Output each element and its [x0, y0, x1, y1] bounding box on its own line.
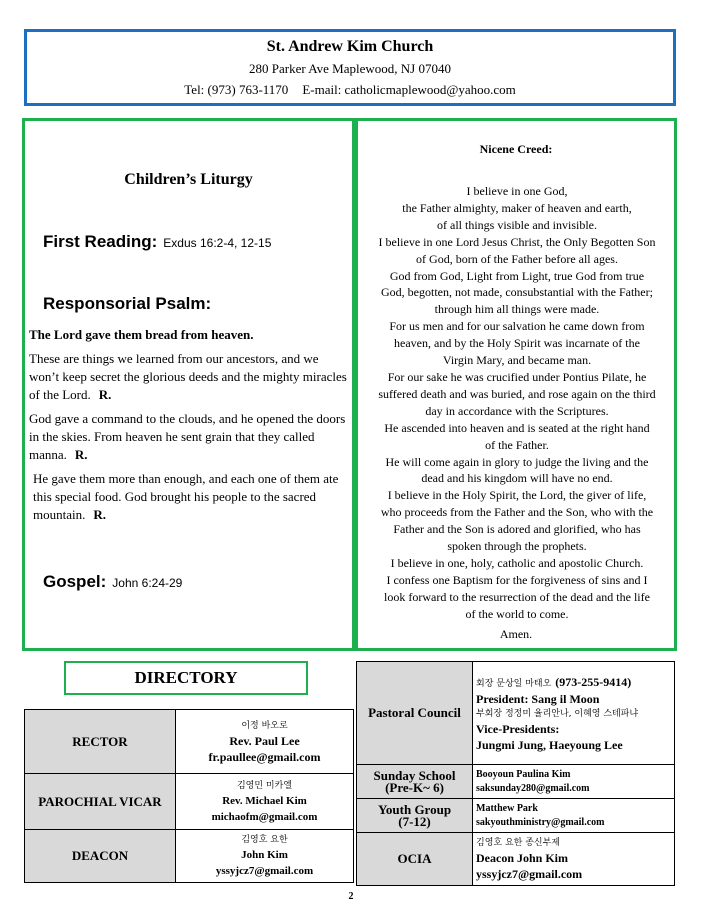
psalm-verse [29, 350, 349, 404]
table-row [357, 833, 675, 886]
childrens-liturgy-panel [22, 118, 355, 651]
youth-group-info [473, 799, 675, 833]
vicar-email[interactable]: michaofm@gmail.com [211, 810, 318, 823]
first-reading-label: First Reading: [43, 232, 158, 251]
creed-line: God, begotten, not made, consubstantial with the Father; [381, 285, 653, 300]
childrens-liturgy-title: Children’s Liturgy [124, 171, 253, 188]
creed-line: spoken through the prophets. [447, 539, 587, 554]
creed-line: God from God, Light from Light, true God from true [389, 268, 645, 283]
youth-group-title: Youth Group [377, 801, 452, 817]
deacon-info [176, 830, 354, 883]
creed-line: I believe in one God, [466, 184, 568, 198]
table-row [357, 799, 675, 833]
directory-clergy-table [24, 709, 354, 883]
creed-title: Nicene Creed: [479, 142, 553, 156]
psalm-heading: Responsorial Psalm: [43, 294, 212, 313]
psalm-r: R. [93, 507, 106, 522]
creed-text [362, 183, 672, 623]
youth-group-sublabel: (7-12) [398, 813, 431, 829]
sunday-school-name: Booyoun Paulina Kim [476, 768, 571, 780]
church-address: 280 Parker Ave Maplewood, NJ 07040 [249, 61, 451, 76]
table-row [357, 765, 675, 799]
creed-line: who proceeds from the Father and the Son, who with the [380, 505, 654, 520]
table-row [357, 662, 675, 765]
creed-line: For our sake he was crucified under Pontius Pilate, he [387, 369, 647, 384]
pastoral-council-info [473, 662, 675, 765]
sunday-school-email[interactable]: saksunday280@gmail.com [476, 782, 590, 794]
psalm-r: R. [74, 447, 88, 462]
first-reading-ref: Exdus 16:2-4, 12-15 [163, 236, 272, 250]
creed-line: look forward to the resurrection of the dead and the life [384, 589, 650, 604]
sunday-school-info [473, 765, 675, 799]
psalm-verse [29, 410, 349, 464]
psalm-r: R. [98, 387, 112, 402]
creed-line: the Father almighty, maker of heaven and earth, [402, 200, 632, 215]
deacon-label: DEACON [25, 830, 176, 883]
ocia-name: Deacon John Kim [476, 851, 569, 865]
ocia-label: OCIA [357, 833, 473, 886]
nicene-creed-panel [355, 118, 677, 651]
rector-info [176, 710, 354, 774]
creed-line: through him all things were made. [434, 302, 600, 317]
psalm-block [29, 326, 349, 524]
ocia-email[interactable]: yssyjcz7@gmail.com [476, 867, 583, 881]
vicar-label: PAROCHIAL VICAR [25, 774, 176, 830]
creed-line: of the world to come. [465, 606, 569, 621]
pastoral-president-line [476, 673, 674, 691]
pastoral-president: President: Sang il Moon [476, 692, 600, 706]
page-number: 2 [348, 891, 354, 902]
creed-line: dead and his kingdom will have no end. [421, 471, 613, 486]
pastoral-korean-president: 회장 문상일 마태오 [476, 679, 552, 689]
sunday-school-label [357, 765, 473, 799]
deacon-email[interactable]: yssyjcz7@gmail.com [215, 865, 314, 877]
church-header [24, 29, 676, 106]
first-reading [43, 232, 271, 252]
youth-group-name: Matthew Park [476, 802, 538, 814]
vicar-name: Rev. Michael Kim [222, 794, 307, 807]
table-row [25, 710, 354, 774]
rector-label: RECTOR [25, 710, 176, 774]
ocia-korean: 김영호 요한 종신부제 [476, 838, 560, 848]
vicar-info [176, 774, 354, 830]
gospel [43, 572, 182, 592]
vicar-korean: 김영민 미카엘 [236, 780, 293, 791]
psalm-verse [29, 470, 349, 524]
pastoral-vp-label: Vice-Presidents: [476, 722, 560, 736]
ocia-info [473, 833, 675, 886]
creed-line: I believe in the Holy Spirit, the Lord, the giver of life, [387, 488, 647, 503]
rector-email[interactable]: fr.paullee@gmail.com [208, 749, 321, 764]
church-email[interactable]: E-mail: catholicmaplewood@yahoo.com [302, 82, 516, 97]
psalm-verse-text: God gave a command to the clouds, and he opened the doors in the skies. From heaven he sent grain that they called manna. [29, 411, 346, 462]
creed-line: I confess one Baptism for the forgiveness of sins and I [386, 572, 648, 587]
church-contact [27, 82, 673, 98]
deacon-korean: 김영호 요한 [241, 835, 288, 845]
table-row [25, 830, 354, 883]
creed-line: heaven, and by the Holy Spirit was incarnate of the [394, 336, 640, 351]
creed-line: Virgin Mary, and became man. [442, 353, 592, 368]
psalm-verse-text: He gave them more than enough, and each one of them ate this special food. God brought his people to the sacred mountain. [33, 471, 339, 522]
gospel-label: Gospel: [43, 572, 107, 591]
pastoral-council-label: Pastoral Council [357, 662, 473, 765]
pastoral-vp-names: Jungmi Jung, Haeyoung Lee [476, 738, 623, 752]
creed-line: of God, born of the Father before all ages. [416, 251, 618, 266]
deacon-name: John Kim [241, 849, 288, 861]
creed-line: day in accordance with the Scriptures. [425, 403, 609, 418]
directory-title: DIRECTORY [64, 661, 308, 695]
rector-name: Rev. Paul Lee [229, 733, 300, 748]
creed-line: I believe in one, holy, catholic and apostolic Church. [390, 555, 644, 570]
church-tel: Tel: (973) 763-1170 [184, 82, 289, 97]
psalm-response: The Lord gave them bread from heaven. [29, 327, 254, 342]
gospel-ref: John 6:24-29 [112, 576, 183, 590]
psalm-verse-text: These are things we learned from our ancestors, and we won’t keep secret the glorious deeds and the mighty miracles of the Lord. [29, 351, 347, 402]
table-row [25, 774, 354, 830]
youth-group-email[interactable]: sakyouthministry@gmail.com [476, 816, 605, 828]
creed-amen: Amen. [499, 627, 533, 641]
pastoral-phone: (973-255-9414) [555, 675, 632, 689]
creed-line: of all things visible and invisible. [437, 217, 597, 232]
creed-line: He ascended into heaven and is seated at the right hand [384, 420, 650, 435]
sunday-school-title: Sunday School [373, 767, 456, 783]
sunday-school-sublabel: (Pre-K~ 6) [385, 779, 444, 795]
creed-line: of the Father. [485, 437, 549, 452]
creed-line: He will come again in glory to judge the living and the [385, 454, 649, 469]
pastoral-korean-vp: 부회장 정정미 율리안나, 이혜영 스테파냐 [476, 709, 639, 719]
creed-line: suffered death and was buried, and rose again on the third [378, 386, 656, 401]
creed-line: For us men and for our salvation he came down from [389, 319, 645, 334]
rector-korean: 이정 바오로 [241, 720, 288, 731]
church-name: St. Andrew Kim Church [266, 38, 434, 55]
directory-ministry-table [356, 661, 675, 886]
creed-line: Father and the Son is adored and glorified, who has [393, 522, 641, 537]
youth-group-label [357, 799, 473, 833]
creed-line: I believe in one Lord Jesus Christ, the Only Begotten Son [378, 234, 656, 249]
